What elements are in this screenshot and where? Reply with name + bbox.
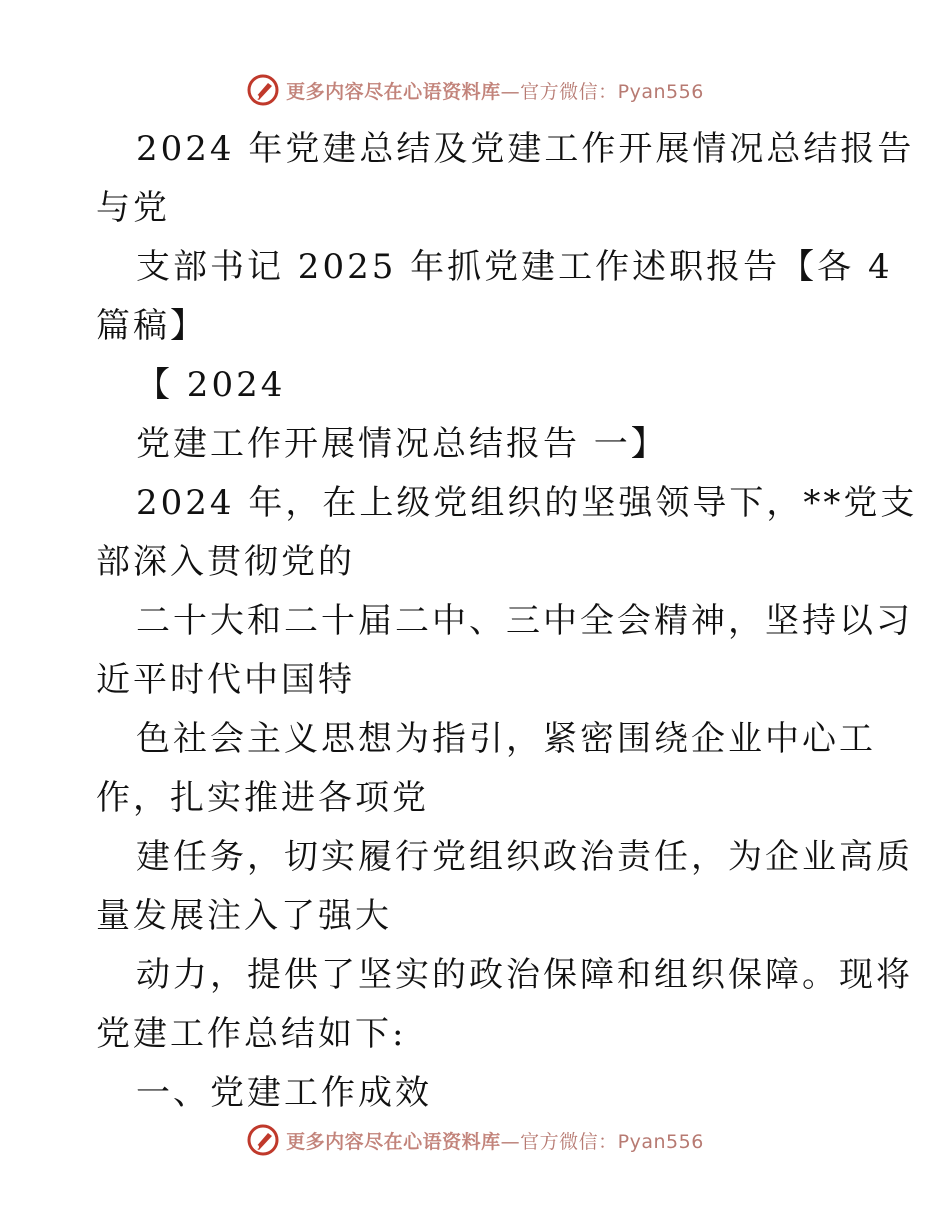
document-line: 【 2024 bbox=[136, 365, 286, 405]
watermark-text bbox=[286, 77, 704, 104]
document-line: 支部书记 2025 年抓党建工作述职报告【各 4 bbox=[136, 247, 893, 287]
pen-logo-icon bbox=[246, 73, 280, 107]
watermark-header bbox=[0, 70, 950, 110]
document-line: 近平时代中国特 bbox=[96, 660, 355, 700]
document-line: 部深入贯彻党的 bbox=[96, 542, 355, 582]
document-line: 二十大和二十届二中、三中全会精神，坚持以习 bbox=[136, 601, 913, 641]
watermark-text bbox=[286, 1127, 704, 1154]
document-line: 2024 年党建总结及党建工作开展情况总结报告 bbox=[136, 129, 915, 169]
watermark-rest: —官方微信：Pyan556 bbox=[500, 80, 704, 103]
document-line: 一、党建工作成效 bbox=[136, 1073, 432, 1113]
pen-logo-icon bbox=[246, 1123, 280, 1157]
watermark-brand: 更多内容尽在心语资料库 bbox=[286, 80, 501, 103]
document-body bbox=[96, 120, 918, 1123]
document-line: 党建工作开展情况总结报告 一】 bbox=[136, 424, 668, 464]
document-line: 作，扎实推进各项党 bbox=[96, 778, 429, 818]
document-line: 建任务，切实履行党组织政治责任，为企业高质 bbox=[136, 837, 913, 877]
document-line: 篇稿】 bbox=[96, 306, 207, 346]
document-line: 2024 年，在上级党组织的坚强领导下，**党支 bbox=[136, 483, 918, 523]
document-line: 动力，提供了坚实的政治保障和组织保障。现将 bbox=[136, 955, 913, 995]
watermark-rest: —官方微信：Pyan556 bbox=[500, 1130, 704, 1153]
document-line: 色社会主义思想为指引，紧密围绕企业中心工 bbox=[136, 719, 876, 759]
document-line: 党建工作总结如下: bbox=[96, 1014, 407, 1054]
watermark-brand: 更多内容尽在心语资料库 bbox=[286, 1130, 501, 1153]
document-line: 与党 bbox=[96, 188, 170, 228]
document-line: 量发展注入了强大 bbox=[96, 896, 392, 936]
watermark-footer bbox=[0, 1120, 950, 1160]
